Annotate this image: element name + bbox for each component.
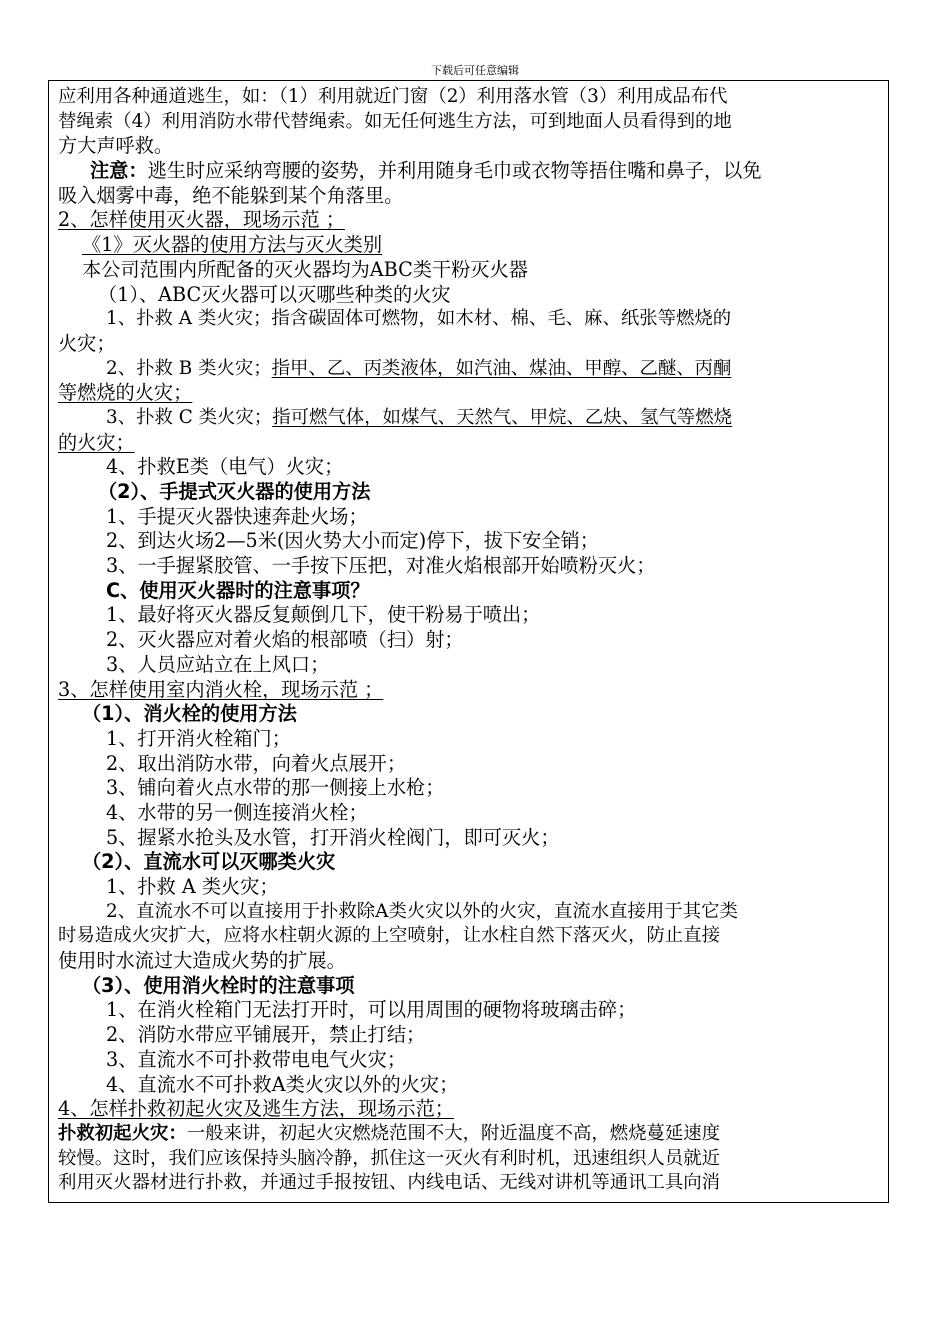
bold-lead: 扑救初起火灾： [58, 1122, 187, 1144]
text-line: 替绳索（4）利用消防水带代替绳索。如无任何逃生方法，可到地面人员看得到的地 [58, 110, 732, 132]
list-item: 3、人员应站立在上风口； [106, 652, 330, 676]
note-label: 注意： [90, 159, 148, 183]
text-line: 吸入烟雾中毒，绝不能躲到某个角落里。 [58, 183, 404, 207]
list-item-lead: 3、扑救 C 类火灾； [106, 406, 273, 428]
list-item-detail: 指甲、乙、丙类液体，如汽油、煤油、甲醇、乙醚、丙酮 [271, 357, 732, 379]
list-item: 1、手提灭火器快速奔赴火场； [106, 504, 368, 528]
subsection-heading: 《1》灭火器的使用方法与灭火类别 [82, 233, 383, 257]
text-line [58, 1122, 880, 1147]
list-item: 1、扑救 A 类火灾； [106, 875, 279, 898]
list-item-lead: 2、扑救 B 类火灾； [106, 357, 272, 379]
list-item: 5、握紧水抢头及水管，打开消火栓阀门，即可灭火； [106, 825, 560, 849]
text-line: 本公司范围内所配备的灭火器均为ABC类干粉灭火器 [82, 257, 528, 281]
list-item [58, 357, 880, 382]
list-item: 3、一手握紧胶管、一手按下压把，对准火焰根部开始喷粉灭火； [106, 554, 656, 578]
text-line: 等燃烧的火灾； [58, 381, 193, 405]
list-item: 2、消防水带应平铺展开，禁止打结； [106, 1023, 426, 1047]
paragraph-text: 一般来讲，初起火灾燃烧范围不大，附近温度不高，燃烧蔓延速度 [186, 1122, 721, 1144]
list-item-detail: 指可燃气体，如煤气、天然气、甲烷、乙炔、氢气等燃烧 [272, 406, 732, 428]
page-header-note: 下载后可任意编辑 [431, 64, 519, 77]
list-item: 4、直流水不可扑救A类火灾以外的火灾； [106, 1072, 459, 1096]
subsection-heading [58, 579, 880, 604]
document-frame [48, 80, 889, 1203]
list-item: 2、直流水不可以直接用于扑救除A类火灾以外的火灾，直流水直接用于其它类 [106, 900, 738, 922]
list-item: 1、扑救 A 类火灾；指含碳固体可燃物，如木材、棉、毛、麻、纸张等燃烧的 [106, 308, 732, 330]
list-item: 2、灭火器应对着火焰的根部喷（扫）射； [106, 628, 464, 652]
subsection-heading [58, 850, 880, 875]
subsection-heading [58, 974, 880, 999]
list-item: 1、最好将灭火器反复颠倒几下，使干粉易于喷出； [106, 603, 541, 627]
text-line: 应利用各种通道逃生，如：（1）利用就近门窗（2）利用落水管（3）利用成品布代 [58, 86, 728, 107]
text-line [58, 159, 880, 184]
subsection-heading [58, 702, 880, 727]
list-item: 3、铺向着火点水带的那一侧接上水枪； [106, 776, 445, 800]
bold-heading: （2）、手提式灭火器的使用方法 [98, 480, 371, 503]
text-line: 时易造成火灾扩大，应将水柱朝火源的上空喷射，让水柱自然下落灭火，防止直接 [58, 925, 721, 947]
list-item: 4、水带的另一侧连接消火栓； [106, 800, 368, 824]
note-text: 逃生时应采纳弯腰的姿势，并利用随身毛巾或衣物等捂住嘴和鼻子，以免 [147, 159, 762, 183]
section-heading-4: 4、怎样扑救初起火灾及逃生方法，现场示范； [58, 1097, 454, 1121]
list-item [58, 406, 880, 431]
list-item: 2、到达火场2—5米(因火势大小而定)停下，拔下安全销； [106, 529, 599, 553]
list-item: 2、取出消防水带，向着火点展开； [106, 751, 407, 775]
section-heading-2: 2、怎样使用灭火器，现场示范 ； [58, 208, 345, 232]
text-line: 使用时水流过大造成火势的扩展。 [58, 949, 346, 973]
subsection-heading [58, 480, 880, 505]
text-line: 的火灾； [58, 430, 135, 454]
text-line: 火灾； [58, 331, 116, 355]
list-item: 1、打开消火栓箱门； [106, 726, 291, 750]
text-line: 较慢。这时，我们应该保持头脑冷静，抓住这一灭火有利时机，迅速组织人员就近 [58, 1147, 721, 1169]
text-line: 利用灭火器材进行扑救，并通过手报按钮、内线电话、无线对讲机等通讯工具向消 [58, 1172, 721, 1194]
document-body [49, 81, 888, 1196]
bold-heading: C、使用灭火器时的注意事项？ [106, 578, 370, 602]
list-item: 4、扑救E类（电气）火灾； [106, 455, 344, 479]
text-line: 方大声呼救。 [58, 134, 174, 158]
bold-heading: （3）、使用消火栓时的注意事项 [82, 973, 355, 997]
bold-heading: （2）、直流水可以灭哪类火灾 [82, 850, 336, 874]
section-heading-3: 3、怎样使用室内消火栓，现场示范 ； [58, 677, 384, 701]
text-line: （1）、ABC灭火器可以灭哪些种类的火灾 [98, 282, 451, 306]
list-item: 1、在消火栓箱门无法打开时，可以用周围的硬物将玻璃击碎； [106, 998, 637, 1022]
list-item: 3、直流水不可扑救带电电气火灾； [106, 1047, 407, 1071]
bold-heading: （1）、消火栓的使用方法 [82, 702, 297, 726]
